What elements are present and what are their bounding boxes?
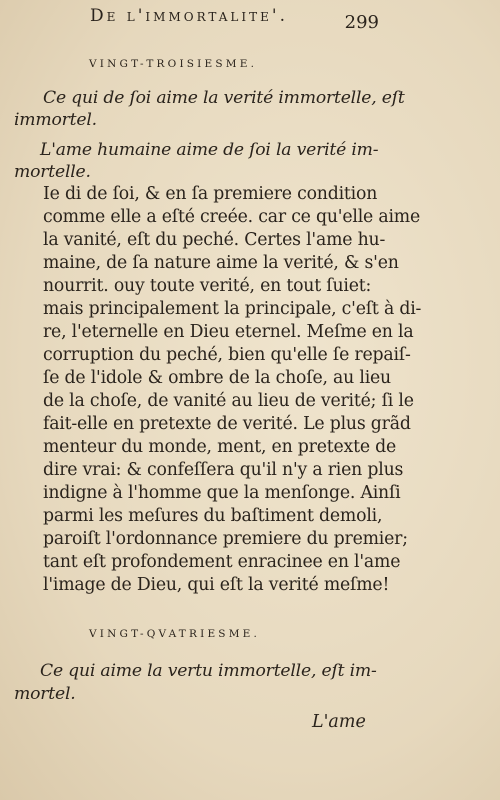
statement-line: L'ame humaine aime de ſoi la verité im- xyxy=(40,140,379,160)
proposition-line: Ce qui aime la vertu immortelle, eſt im- xyxy=(40,661,377,681)
statement-line: mortelle. xyxy=(14,162,91,182)
proposition-line: Ce qui de ſoi aime la verité immortelle, eſt xyxy=(43,88,405,108)
body-line: fait-elle en pretexte de verité. Le plus grãd xyxy=(43,414,411,434)
body-line: paroiſt l'ordonnance premiere du premier; xyxy=(43,529,408,549)
body-line: maine, de ſa nature aime la verité, & s'en xyxy=(43,253,399,273)
body-line: nourrit. ouy toute verité, en tout ſuiet: xyxy=(43,276,372,296)
body-line: tant eſt profondement enracinee en l'ame xyxy=(43,552,401,572)
body-line: comme elle a eſté creée. car ce qu'elle aime xyxy=(43,207,420,227)
proposition-line: immortel. xyxy=(14,110,97,130)
body-line: menteur du monde, ment, en pretexte de xyxy=(43,437,397,457)
body-line: re, l'eternelle en Dieu eternel. Meſme en la xyxy=(43,322,414,342)
body-line: corruption du peché, bien qu'elle ſe repaiſ- xyxy=(43,345,411,365)
body-line: ſe de l'idole & ombre de la choſe, au lieu xyxy=(43,368,391,388)
page-number: 299 xyxy=(344,12,379,33)
body-line: l'image de Dieu, qui eſt la verité meſme! xyxy=(43,575,390,595)
body-line: la vanité, eſt du peché. Certes l'ame hu- xyxy=(43,230,386,250)
body-line: Ie di de ſoi, & en ſa premiere condition xyxy=(43,184,378,204)
section-heading: VINGT-TROISIESME. xyxy=(89,58,258,70)
body-line: indigne à l'homme que la menſonge. Ainſi xyxy=(43,483,401,503)
running-title: De l'immortalite'. xyxy=(90,6,288,26)
body-line: de la choſe, de vanité au lieu de verité; ſi le xyxy=(43,391,414,411)
proposition-line: mortel. xyxy=(14,684,76,704)
body-line: parmi les meſures du baſtiment demoli, xyxy=(43,506,383,526)
body-line: mais principalement la principale, c'eſt à di- xyxy=(43,299,422,319)
section-heading: VINGT-QVATRIESME. xyxy=(89,628,261,640)
body-line: dire vrai: & confeſſera qu'il n'y a rien plus xyxy=(43,460,404,480)
catchword: L'ame xyxy=(312,712,366,732)
